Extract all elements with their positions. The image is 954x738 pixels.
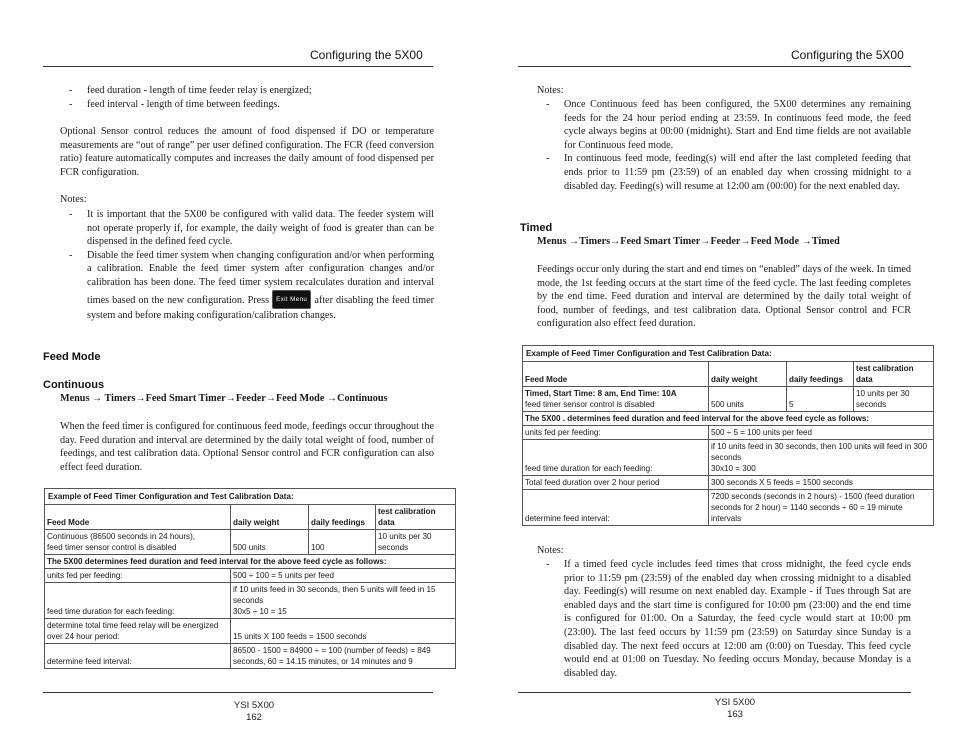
table-row: determine feed interval: 86500 - 1500 = 84900 ÷ = 100 (number of feeds) = 849 seconds, 60 = 14.15 minutes, or 14 minutes and 9	[45, 644, 456, 669]
list-item: - feed interval - length of time between feedings.	[69, 98, 280, 110]
table-title: Example of Feed Timer Configuration and Test Calibration Data:	[45, 489, 456, 505]
continuous-heading: Continuous	[43, 379, 105, 391]
timed-config-table	[522, 345, 934, 526]
determines-row: The 5X00 . determines feed duration and feed interval for the above feed cycle as follows:	[523, 412, 934, 426]
feed-mode-header: Feed Mode	[45, 505, 231, 530]
header-rule	[43, 66, 433, 67]
running-header: Configuring the 5X00	[791, 48, 904, 62]
list-item: - If a timed feed cycle includes feed times that cross midnight, the feed cycle ends prior to 11:59 pm (23:59) of the enabled day when crossing midnight to a disabled day. Feeding(s) will resume on next enabled day. Example - if Tues through Sat are enabled days and the start time is configured for 10:00 pm (23:00) and the end time is configured for 01:00. On a Saturday, the feed cycle would start at 10:00 pm (23:00). The last feed occurs by 11:59 pm (23:59) on Saturday since Sunday is a disabled day. The next feed occurs at 12:00 am (0:00) on Tuesday. This feed cycle would end at 01:00 on Tuesday. No feeding occurs Monday, because Monday is a disabled day.	[546, 559, 911, 679]
page-number: 162	[246, 712, 262, 723]
timed-heading: Timed	[520, 222, 553, 234]
daily-feedings-cell: 5	[787, 387, 854, 412]
page-footer	[695, 697, 775, 721]
table-row: determine feed interval: 7200 seconds (seconds in 2 hours) - 1500 (feed duration seconds for 2 hour) = 1140 seconds ÷ 60 = 19 minute intervals	[523, 490, 934, 526]
feed-mode-header: Feed Mode	[523, 362, 709, 387]
table-row: determine total time feed relay will be energized over 24 hour period: 15 units X 100 feeds = 1500 seconds	[45, 619, 456, 644]
table-row: Total feed duration over 2 hour period 300 seconds X 5 feeds = 1500 seconds	[523, 476, 934, 490]
header-rule	[518, 66, 911, 67]
table-row: units fed per feeding: 500 ÷ 100 = 5 units per feed	[45, 569, 456, 583]
notes-list	[60, 208, 434, 323]
test-calibration-cell: 10 units per 30 seconds	[376, 530, 456, 555]
daily-weight-cell: 500 units	[709, 387, 787, 412]
list-item: - feed duration - length of time feeder relay is energized;	[69, 85, 312, 96]
table-row: feed time duration for each feeding: if 10 units feed in 30 seconds, then 5 units will feed in 15 seconds 30x5 ÷ 10 = 15	[45, 583, 456, 619]
notes-label: Notes:	[60, 194, 87, 205]
notes-list	[537, 98, 911, 193]
footer-rule	[518, 692, 911, 693]
footer-product: YSI 5X00	[233, 700, 275, 711]
continuous-config-table	[44, 488, 456, 669]
test-calibration-header: test calibration data	[854, 362, 934, 387]
notes-label: Notes:	[537, 85, 564, 96]
list-item: - Once Continuous feed has been configured, the 5X00 determines any remaining feeds for the 24 hour period ending at 23:59. In continuous feed mode, the feed cycle always begins at 00:00 (midnight). Start and End time fields are not available for Continuous feed mode.	[546, 99, 911, 151]
list-item: - In continuous feed mode, feeding(s) will end after the last completed feeding that ends prior to 11:59 pm (23:59) of an enabled day when crossing midnight to a disabled day. Feeding(s) will resume at 12:00 am (00:00) for the next enabled day.	[546, 153, 911, 192]
timed-paragraph: Feedings occur only during the start and end times on “enabled” days of the week. In timed mode, the 1st feeding occurs at the start time of the feed cycle. The last feeding completes by the end time. Feed duration and interval are determined by the daily total weight of food, number of feedings, and test calibration data. Optional Sensor control and FCR configuration also effect feed duration.	[537, 264, 911, 330]
list-item: - Disable the feed timer system when changing configuration and/or when performing a calibration. Enable the feed timer system after configuration changes and/or calibration has been done. The feed timer system recalculates duration and interval times based on the new configuration. Press Exit Menu after disabling the feed timer system and before making configuration/calibration changes.	[69, 249, 434, 322]
daily-weight-cell: 500 units	[231, 530, 309, 555]
timed-menu-path: Menus →Timers→Feed Smart Timer→Feeder→Feed Mode →Timed	[537, 236, 840, 247]
page-footer	[214, 700, 294, 724]
continuous-paragraph: When the feed timer is configured for continuous feed mode, feedings occur throughout the day. Feed duration and interval are determined by the daily total weight of food, number of feedings, and test calibration data. Optional Sensor control and FCR configuration can also effect feed duration.	[60, 421, 434, 473]
running-header: Configuring the 5X00	[310, 48, 423, 62]
intro-bullet-list	[60, 84, 435, 111]
feed-mode-cell: Timed, Start Time: 8 am, End Time: 10A feed timer sensor control is disabled	[523, 387, 709, 412]
page-163	[477, 0, 954, 738]
continuous-menu-path: Menus → Timers→Feed Smart Timer→Feeder→Feed Mode →Continuous	[60, 393, 388, 404]
footer-rule	[43, 692, 433, 693]
exit-menu-button: Exit Menu	[272, 290, 311, 310]
table-row: units fed per feeding: 500 ÷ 5 = 100 units per feed	[523, 426, 934, 440]
notes-label-2: Notes:	[537, 545, 564, 556]
feed-mode-cell: Continuous (86500 seconds in 24 hours), feed timer sensor control is disabled	[45, 530, 231, 555]
table-row: feed time duration for each feeding: if 10 units feed in 30 seconds, then 100 units will feed in 300 seconds 30x10 = 300	[523, 440, 934, 476]
page-number: 163	[727, 709, 743, 720]
notes-list-2	[537, 558, 911, 680]
list-item: - It is important that the 5X00 be configured with valid data. The feeder system will not operate properly if, for example, the daily weight of food is greater than can be dispensed in the defined feed cycle.	[69, 209, 434, 248]
table-title: Example of Feed Timer Configuration and Test Calibration Data:	[523, 346, 934, 362]
feed-mode-heading: Feed Mode	[43, 351, 101, 363]
daily-feedings-header: daily feedings	[787, 362, 854, 387]
daily-feedings-header: daily feedings	[309, 505, 376, 530]
daily-weight-header: daily weight	[231, 505, 309, 530]
daily-weight-header: daily weight	[709, 362, 787, 387]
optional-sensor-paragraph: Optional Sensor control reduces the amount of food dispensed if DO or temperature measurements are “out of range” per user defined configuration. The FCR (feed conversion ratio) feature automatically computes and increases the daily amount of food dispensed per FCR configuration.	[60, 126, 434, 178]
test-calibration-header: test calibration data	[376, 505, 456, 530]
daily-feedings-cell: 100	[309, 530, 376, 555]
footer-product: YSI 5X00	[714, 697, 756, 708]
test-calibration-cell: 10 units per 30 seconds	[854, 387, 934, 412]
determines-row: The 5X00 determines feed duration and feed interval for the above feed cycle as follows:	[45, 555, 456, 569]
